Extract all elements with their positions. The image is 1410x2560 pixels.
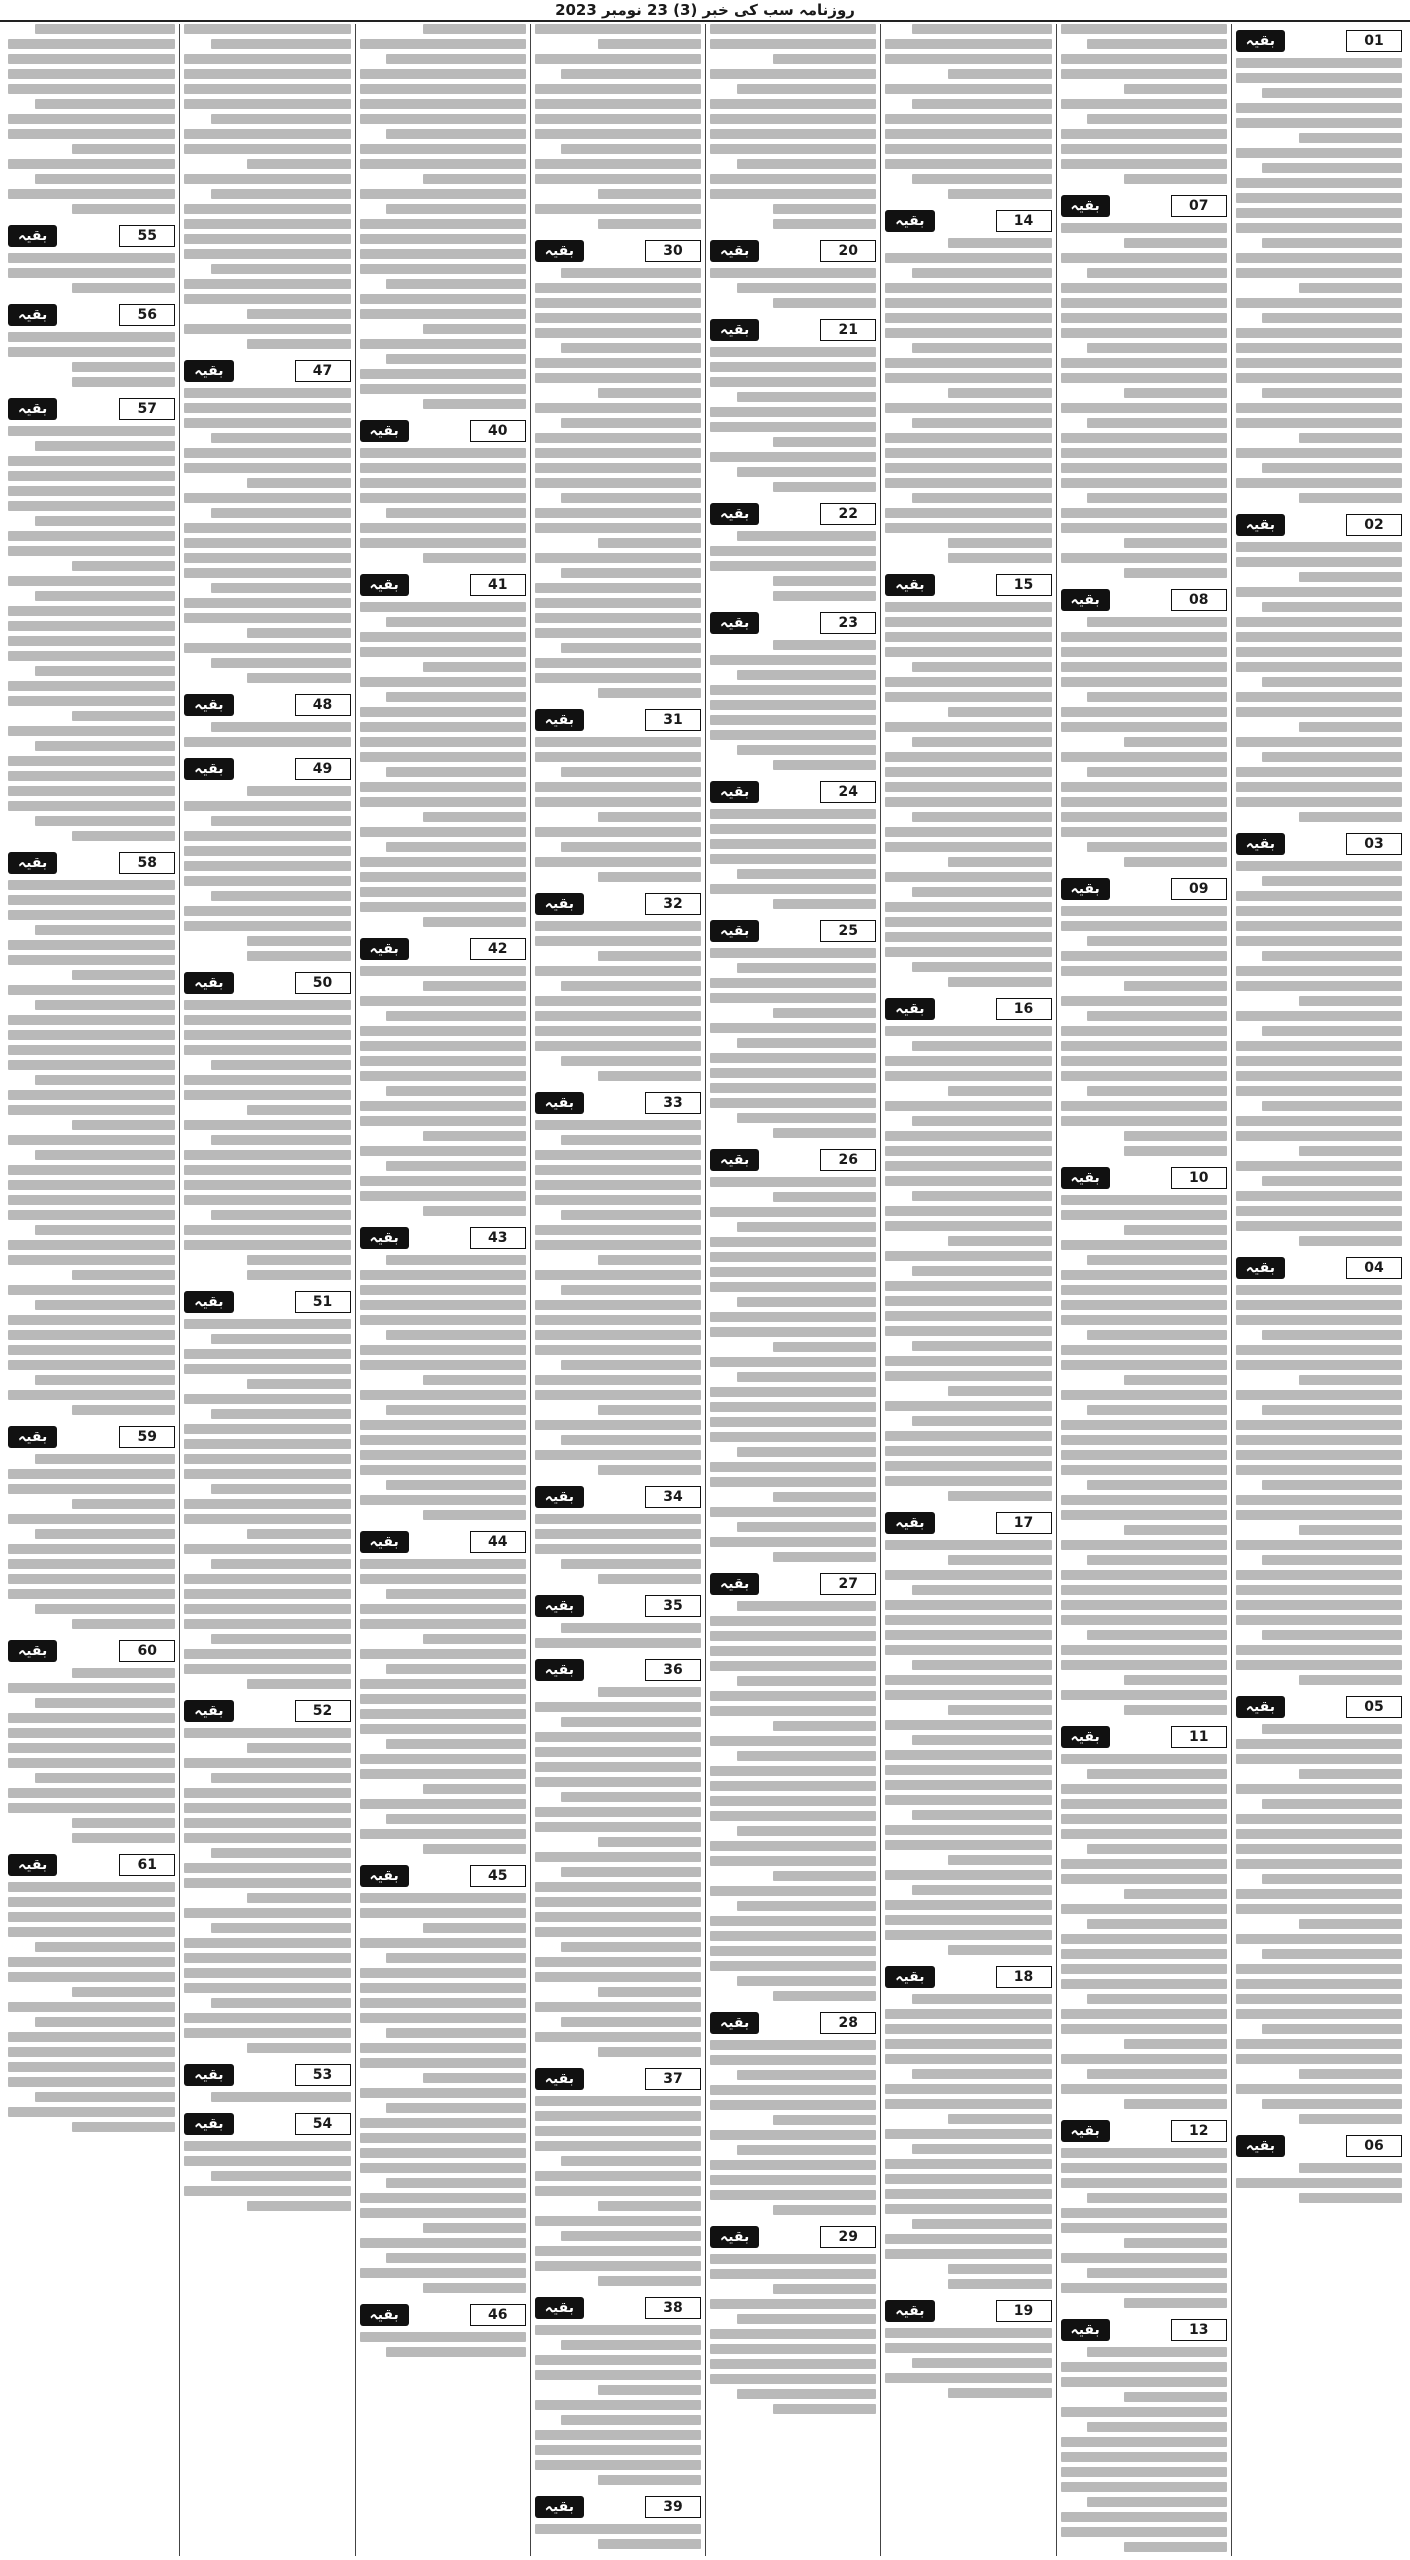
continuation-header — [360, 419, 526, 443]
continuation-number: 47 — [295, 360, 351, 382]
continuation-number: 03 — [1346, 833, 1402, 855]
article-text — [535, 2096, 701, 2291]
baqiya-badge: بقیہ — [885, 210, 934, 232]
baqiya-badge: بقیہ — [710, 1149, 759, 1171]
continuation-header — [535, 2296, 701, 2320]
article-text — [885, 1540, 1051, 1960]
continuation-number: 04 — [1346, 1257, 1402, 1279]
continuation-header — [885, 1511, 1051, 1535]
continuation-header — [184, 971, 350, 995]
article-text — [8, 1454, 175, 1634]
continuation-header — [710, 1148, 876, 1172]
baqiya-badge: بقیہ — [885, 574, 934, 596]
baqiya-badge: بقیہ — [360, 938, 409, 960]
continuation-header — [535, 2067, 701, 2091]
continuation-header — [8, 851, 175, 875]
article-text — [360, 1255, 526, 1525]
continuation-header — [535, 2495, 701, 2519]
continuation-header — [1236, 29, 1402, 53]
baqiya-badge: بقیہ — [8, 225, 57, 247]
baqiya-badge: بقیہ — [360, 574, 409, 596]
continuation-header — [8, 1425, 175, 1449]
baqiya-badge: بقیہ — [8, 304, 57, 326]
continuation-number: 53 — [295, 2064, 351, 2086]
continuation-number: 38 — [645, 2297, 701, 2319]
continuation-header — [885, 1965, 1051, 1989]
newspaper-dateline: روزنامہ سب کی خبر (3) 23 نومبر 2023 — [555, 1, 855, 19]
article-text — [360, 448, 526, 568]
baqiya-badge: بقیہ — [535, 1092, 584, 1114]
article-text — [710, 347, 876, 497]
continuation-header — [184, 693, 350, 717]
baqiya-badge: بقیہ — [184, 2064, 233, 2086]
baqiya-badge: بقیہ — [184, 1700, 233, 1722]
continuation-header — [184, 757, 350, 781]
article-text — [710, 531, 876, 606]
continuation-number: 56 — [119, 304, 175, 326]
article-text — [360, 1893, 526, 2298]
continuation-number: 29 — [820, 2226, 876, 2248]
article-text — [360, 2332, 526, 2362]
baqiya-badge: بقیہ — [710, 2012, 759, 2034]
article-text — [535, 921, 701, 1086]
baqiya-badge: بقیہ — [710, 920, 759, 942]
article-text — [1061, 24, 1227, 189]
baqiya-badge: بقیہ — [885, 998, 934, 1020]
continuation-header — [1061, 194, 1227, 218]
continuation-number: 61 — [119, 1854, 175, 1876]
masthead — [0, 0, 1410, 22]
baqiya-badge: بقیہ — [8, 1426, 57, 1448]
continuation-header — [8, 1639, 175, 1663]
article-text — [184, 1319, 350, 1694]
baqiya-badge: بقیہ — [1061, 195, 1110, 217]
baqiya-badge: بقیہ — [535, 240, 584, 262]
article-text — [184, 1728, 350, 2058]
continuation-number: 08 — [1171, 589, 1227, 611]
continuation-header — [360, 2303, 526, 2327]
article-text — [535, 1687, 701, 2062]
continuation-number: 09 — [1171, 878, 1227, 900]
baqiya-badge: بقیہ — [8, 1854, 57, 1876]
continuation-header — [184, 2112, 350, 2136]
article-text — [184, 786, 350, 966]
continuation-header — [535, 239, 701, 263]
continuation-header — [1236, 1695, 1402, 1719]
continuation-number: 02 — [1346, 514, 1402, 536]
baqiya-badge: بقیہ — [1236, 2135, 1285, 2157]
baqiya-badge: بقیہ — [710, 319, 759, 341]
continuation-number: 14 — [996, 210, 1052, 232]
baqiya-badge: بقیہ — [535, 2496, 584, 2518]
article-text — [535, 737, 701, 887]
article-text — [184, 2092, 350, 2107]
continuation-header — [184, 1699, 350, 1723]
continuation-header — [184, 1290, 350, 1314]
baqiya-badge: بقیہ — [360, 2304, 409, 2326]
baqiya-badge: بقیہ — [885, 2300, 934, 2322]
article-text — [710, 1601, 876, 2006]
column-5 — [530, 24, 705, 2556]
continuation-number: 01 — [1346, 30, 1402, 52]
continuation-header — [360, 1226, 526, 1250]
column-1 — [1231, 24, 1406, 2556]
continuation-header — [710, 239, 876, 263]
continuation-number: 06 — [1346, 2135, 1402, 2157]
continuation-header — [535, 892, 701, 916]
continuation-number: 25 — [820, 920, 876, 942]
column-6 — [355, 24, 530, 2556]
baqiya-badge: بقیہ — [1236, 1696, 1285, 1718]
article-text — [535, 1623, 701, 1653]
baqiya-badge: بقیہ — [8, 398, 57, 420]
continuation-header — [1236, 832, 1402, 856]
article-text — [184, 2141, 350, 2216]
article-text — [535, 1120, 701, 1480]
column-4 — [705, 24, 880, 2556]
continuation-number: 21 — [820, 319, 876, 341]
article-text — [1061, 906, 1227, 1161]
article-text — [710, 268, 876, 313]
article-text — [184, 722, 350, 752]
article-text — [1061, 2347, 1227, 2556]
baqiya-badge: بقیہ — [360, 420, 409, 442]
column-2 — [1056, 24, 1231, 2556]
column-7 — [179, 24, 354, 2556]
continuation-number: 43 — [470, 1227, 526, 1249]
article-text — [1236, 1285, 1402, 1690]
continuation-header — [184, 2063, 350, 2087]
baqiya-badge: بقیہ — [8, 852, 57, 874]
continuation-header — [535, 708, 701, 732]
baqiya-badge: بقیہ — [360, 1865, 409, 1887]
article-text — [1236, 1724, 1402, 2129]
continuation-number: 22 — [820, 503, 876, 525]
continuation-number: 46 — [470, 2304, 526, 2326]
article-text — [8, 880, 175, 1420]
continuation-header — [1236, 1256, 1402, 1280]
baqiya-badge: بقیہ — [184, 758, 233, 780]
continuation-number: 48 — [295, 694, 351, 716]
continuation-number: 05 — [1346, 1696, 1402, 1718]
baqiya-badge: بقیہ — [1061, 878, 1110, 900]
article-text — [535, 268, 701, 703]
continuation-header — [535, 1091, 701, 1115]
article-text — [710, 2254, 876, 2419]
article-text — [885, 1994, 1051, 2294]
article-text — [535, 2524, 701, 2554]
continuation-number: 27 — [820, 1573, 876, 1595]
continuation-header — [360, 1530, 526, 1554]
continuation-header — [885, 2299, 1051, 2323]
continuation-number: 44 — [470, 1531, 526, 1553]
continuation-header — [710, 919, 876, 943]
continuation-number: 41 — [470, 574, 526, 596]
continuation-header — [710, 318, 876, 342]
article-text — [8, 1882, 175, 2137]
baqiya-badge: بقیہ — [535, 1595, 584, 1617]
article-text — [710, 809, 876, 914]
continuation-number: 60 — [119, 1640, 175, 1662]
article-text — [8, 332, 175, 392]
article-text — [885, 2328, 1051, 2403]
continuation-number: 18 — [996, 1966, 1052, 1988]
baqiya-badge: بقیہ — [710, 612, 759, 634]
continuation-header — [535, 1485, 701, 1509]
article-text — [1061, 1195, 1227, 1720]
article-text — [885, 1026, 1051, 1506]
baqiya-badge: بقیہ — [535, 2297, 584, 2319]
baqiya-badge: بقیہ — [885, 1966, 934, 1988]
continuation-header — [885, 573, 1051, 597]
continuation-number: 31 — [645, 709, 701, 731]
article-text — [535, 1514, 701, 1589]
article-text — [535, 2325, 701, 2490]
continuation-number: 50 — [295, 972, 351, 994]
continuation-header — [360, 573, 526, 597]
continuation-header — [1061, 588, 1227, 612]
continuation-number: 07 — [1171, 195, 1227, 217]
baqiya-badge: بقیہ — [1061, 1726, 1110, 1748]
baqiya-badge: بقیہ — [1236, 833, 1285, 855]
continuation-header — [1061, 1166, 1227, 1190]
article-text — [710, 640, 876, 775]
continuation-number: 26 — [820, 1149, 876, 1171]
continuation-header — [710, 611, 876, 635]
continuation-header — [535, 1594, 701, 1618]
baqiya-badge: بقیہ — [1236, 1257, 1285, 1279]
baqiya-badge: بقیہ — [360, 1227, 409, 1249]
article-text — [710, 1177, 876, 1567]
article-text — [710, 24, 876, 234]
baqiya-badge: بقیہ — [184, 360, 233, 382]
continuation-number: 37 — [645, 2068, 701, 2090]
continuation-number: 45 — [470, 1865, 526, 1887]
article-text — [1236, 861, 1402, 1251]
article-text — [1061, 223, 1227, 583]
continuation-number: 23 — [820, 612, 876, 634]
baqiya-badge: بقیہ — [1236, 514, 1285, 536]
continuation-header — [8, 1853, 175, 1877]
baqiya-badge: بقیہ — [535, 2068, 584, 2090]
continuation-header — [360, 937, 526, 961]
continuation-number: 55 — [119, 225, 175, 247]
continuation-number: 49 — [295, 758, 351, 780]
newspaper-columns — [4, 24, 1406, 2556]
continuation-header — [535, 1658, 701, 1682]
article-text — [8, 253, 175, 298]
article-text — [8, 1668, 175, 1848]
continuation-number: 35 — [645, 1595, 701, 1617]
continuation-header — [8, 224, 175, 248]
baqiya-badge: بقیہ — [535, 893, 584, 915]
article-text — [360, 602, 526, 932]
continuation-number: 15 — [996, 574, 1052, 596]
article-text — [535, 24, 701, 234]
continuation-number: 59 — [119, 1426, 175, 1448]
article-text — [710, 2040, 876, 2220]
continuation-number: 11 — [1171, 1726, 1227, 1748]
continuation-header — [885, 997, 1051, 1021]
article-text — [885, 238, 1051, 568]
continuation-number: 54 — [295, 2113, 351, 2135]
continuation-number: 52 — [295, 1700, 351, 1722]
article-text — [184, 1000, 350, 1285]
continuation-header — [885, 209, 1051, 233]
article-text — [360, 24, 526, 414]
baqiya-badge: بقیہ — [184, 1291, 233, 1313]
continuation-header — [1061, 2318, 1227, 2342]
baqiya-badge: بقیہ — [1061, 1167, 1110, 1189]
continuation-header — [710, 780, 876, 804]
baqiya-badge: بقیہ — [535, 1486, 584, 1508]
article-text — [360, 966, 526, 1221]
continuation-header — [1061, 1725, 1227, 1749]
continuation-number: 10 — [1171, 1167, 1227, 1189]
continuation-number: 20 — [820, 240, 876, 262]
baqiya-badge: بقیہ — [535, 709, 584, 731]
article-text — [184, 24, 350, 354]
continuation-number: 30 — [645, 240, 701, 262]
continuation-number: 51 — [295, 1291, 351, 1313]
article-text — [1061, 617, 1227, 872]
continuation-header — [184, 359, 350, 383]
baqiya-badge: بقیہ — [710, 781, 759, 803]
continuation-header — [8, 397, 175, 421]
continuation-number: 28 — [820, 2012, 876, 2034]
article-text — [1236, 2163, 1402, 2208]
continuation-header — [1061, 2119, 1227, 2143]
article-text — [885, 24, 1051, 204]
continuation-number: 32 — [645, 893, 701, 915]
continuation-header — [710, 2225, 876, 2249]
continuation-number: 57 — [119, 398, 175, 420]
baqiya-badge: بقیہ — [184, 694, 233, 716]
continuation-number: 17 — [996, 1512, 1052, 1534]
baqiya-badge: بقیہ — [710, 240, 759, 262]
baqiya-badge: بقیہ — [1236, 30, 1285, 52]
baqiya-badge: بقیہ — [1061, 589, 1110, 611]
baqiya-badge: بقیہ — [535, 1659, 584, 1681]
baqiya-badge: بقیہ — [184, 2113, 233, 2135]
article-text — [1061, 1754, 1227, 2114]
baqiya-badge: بقیہ — [710, 503, 759, 525]
article-text — [8, 24, 175, 219]
baqiya-badge: بقیہ — [885, 1512, 934, 1534]
column-3 — [880, 24, 1055, 2556]
continuation-number: 12 — [1171, 2120, 1227, 2142]
continuation-number: 16 — [996, 998, 1052, 1020]
article-text — [1236, 542, 1402, 827]
continuation-header — [8, 303, 175, 327]
column-8 — [4, 24, 179, 2556]
continuation-number: 24 — [820, 781, 876, 803]
baqiya-badge: بقیہ — [184, 972, 233, 994]
continuation-header — [710, 1572, 876, 1596]
continuation-number: 40 — [470, 420, 526, 442]
article-text — [8, 426, 175, 846]
baqiya-badge: بقیہ — [360, 1531, 409, 1553]
baqiya-badge: بقیہ — [8, 1640, 57, 1662]
article-text — [184, 388, 350, 688]
baqiya-badge: بقیہ — [1061, 2319, 1110, 2341]
continuation-number: 42 — [470, 938, 526, 960]
article-text — [885, 602, 1051, 992]
continuation-header — [360, 1864, 526, 1888]
continuation-number: 39 — [645, 2496, 701, 2518]
continuation-header — [710, 502, 876, 526]
continuation-number: 33 — [645, 1092, 701, 1114]
continuation-header — [1236, 2134, 1402, 2158]
article-text — [710, 948, 876, 1143]
continuation-header — [1236, 513, 1402, 537]
baqiya-badge: بقیہ — [710, 1573, 759, 1595]
continuation-number: 36 — [645, 1659, 701, 1681]
continuation-header — [710, 2011, 876, 2035]
continuation-number: 13 — [1171, 2319, 1227, 2341]
continuation-number: 19 — [996, 2300, 1052, 2322]
baqiya-badge: بقیہ — [1061, 2120, 1110, 2142]
article-text — [1236, 58, 1402, 508]
continuation-header — [1061, 877, 1227, 901]
article-text — [360, 1559, 526, 1859]
article-text — [1061, 2148, 1227, 2313]
continuation-number: 34 — [645, 1486, 701, 1508]
baqiya-badge: بقیہ — [710, 2226, 759, 2248]
continuation-number: 58 — [119, 852, 175, 874]
